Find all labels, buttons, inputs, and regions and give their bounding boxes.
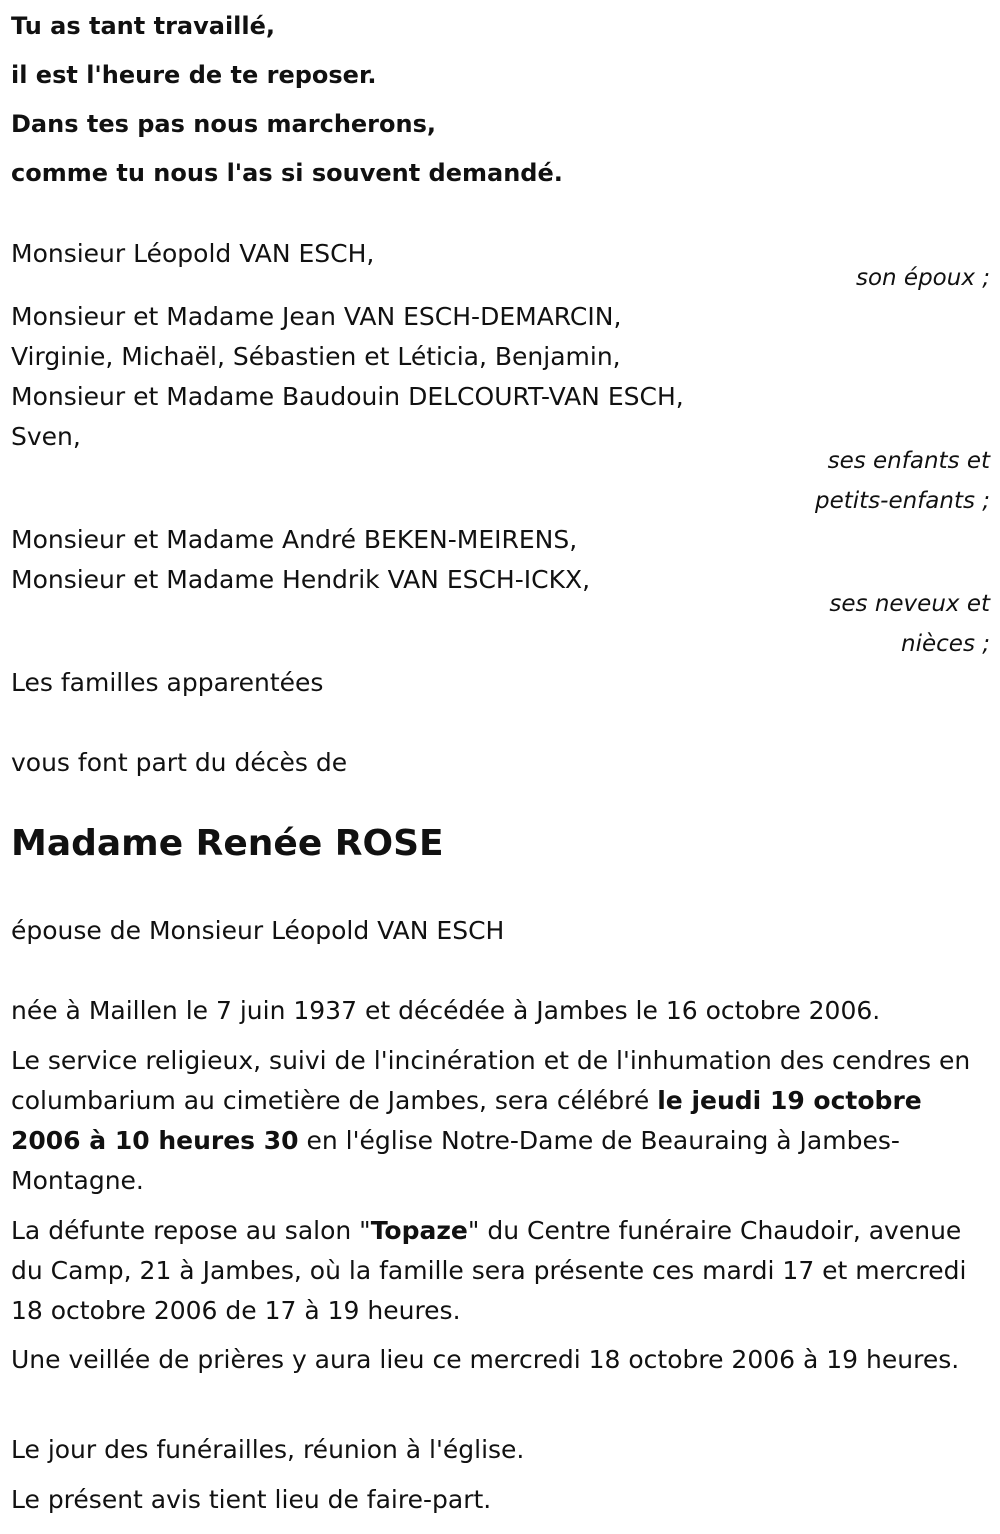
service-text: en l'église Notre-Dame de Beauraing à Jambes-Montagne. — [11, 1126, 900, 1195]
repose-text: " du Centre funéraire Chaudoir, avenue du Camp, 21 à Jambes, où la famille sera présente ces mardi 17 et mercredi 18 octobre 2006 de 17 à 19 heures. — [11, 1216, 967, 1325]
mourner-name: Monsieur et Madame André BEKEN-MEIRENS, — [11, 525, 578, 554]
mourner-name: Monsieur Léopold VAN ESCH, — [11, 239, 375, 268]
group1-relation — [856, 258, 990, 298]
deceased-name: Madame Renée ROSE — [11, 823, 444, 864]
families-line: Les familles apparentées — [11, 668, 324, 697]
group3-names — [11, 520, 590, 600]
group2-names — [11, 297, 684, 457]
group3-relation — [829, 584, 990, 664]
relation-line: son époux ; — [855, 265, 990, 291]
group1-names — [11, 234, 374, 274]
service-datetime: le jeudi 19 octobre 2006 à 10 heures 30 — [11, 1086, 922, 1155]
mourner-name: Monsieur et Madame Jean VAN ESCH-DEMARCIN, — [11, 302, 622, 331]
poem-line: il est l'heure de te reposer. — [11, 61, 377, 89]
relation-line: ses neveux et — [829, 591, 990, 617]
relation-line: nièces ; — [901, 631, 990, 657]
funeral-day-line: Le jour des funérailles, réunion à l'église. — [11, 1435, 525, 1464]
mourner-name: Virginie, Michaël, Sébastien et Léticia, Benjamin, — [11, 342, 621, 371]
mourner-name: Sven, — [11, 422, 81, 451]
service-paragraph — [11, 1041, 991, 1201]
mourner-name: Monsieur et Madame Hendrik VAN ESCH-ICKX, — [11, 565, 591, 594]
mourner-name: Monsieur et Madame Baudouin DELCOURT-VAN ESCH, — [11, 382, 684, 411]
vigil-paragraph: Une veillée de prières y aura lieu ce mercredi 18 octobre 2006 à 19 heures. — [11, 1345, 960, 1374]
birth-death-line: née à Maillen le 7 juin 1937 et décédée à Jambes le 16 octobre 2006. — [11, 996, 881, 1025]
spouse-line: épouse de Monsieur Léopold VAN ESCH — [11, 916, 505, 945]
salon-name: Topaze — [370, 1216, 468, 1245]
relation-line: petits-enfants ; — [814, 488, 990, 514]
repose-text: La défunte repose au salon " — [11, 1216, 371, 1245]
relation-line: ses enfants et — [827, 448, 990, 474]
repose-paragraph — [11, 1211, 991, 1331]
poem-line: Dans tes pas nous marcherons, — [11, 110, 436, 138]
service-text: Le service religieux, suivi de l'incinération et de l'inhumation des cendres en columbarium au cimetière de Jambes, sera célébré — [11, 1046, 971, 1115]
poem-line: Tu as tant travaillé, — [11, 12, 276, 40]
announce-line: vous font part du décès de — [11, 748, 348, 777]
group2-relation — [815, 441, 990, 521]
poem — [11, 2, 563, 198]
poem-line: comme tu nous l'as si souvent demandé. — [11, 159, 563, 187]
notice-line: Le présent avis tient lieu de faire-part. — [11, 1485, 492, 1514]
